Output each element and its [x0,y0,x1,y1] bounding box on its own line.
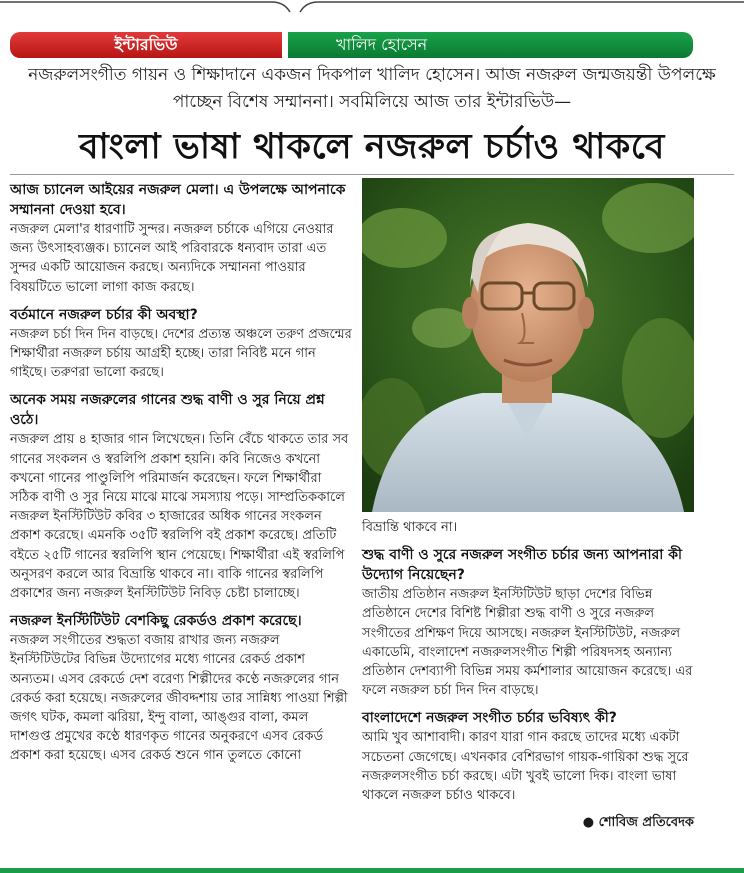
answer: নজরুল চর্চা দিন দিন বাড়ছে। দেশের প্রত্যন্ত অঞ্চলে তরুণ প্রজন্মের শিক্ষার্থীরা নজরুল চর্চায় আগ্রহী হচ্ছে। তারা নিবিষ্ট মনে গান গাইছে। তরুণরা ভালো করছে। [10,326,352,381]
answer: আমি খুব আশাবাদী। কারণ যারা গান করছে তাদের মধ্যে একটা সচেতনা জেগেছে। এখনকার বেশিরভাগ গায়ক-গায়িকা শুদ্ধ সুরে নজরুলসংগীত চর্চা করছে। এটা খুবই ভালো দিক। বাংলা ভাষা থাকলে নজরুল চর্চাও থাকবে। [362,730,689,804]
question: আজ চ্যানেল আইয়ের নজরুল মেলা। এ উপলক্ষে আপনাকে সম্মাননা দেওয়া হবে। [10,182,346,218]
section-label: ইন্টারভিউ [10,32,282,58]
headline-divider [10,174,734,175]
portrait-image [362,178,694,512]
portrait-photo [362,178,694,512]
top-frame-decoration [0,0,744,14]
right-column [362,518,694,832]
left-column [10,180,352,774]
question: বাংলাদেশে নজরুল সংগীত চর্চার ভবিষ্যৎ কী? [362,710,617,727]
author-name: খালিদ হোসেন [288,32,693,58]
headline: বাংলা ভাষা থাকলে নজরুল চর্চাও থাকবে [79,127,665,167]
continued-text: বিভ্রান্তি থাকবে না। [362,520,458,535]
answer: নজরুল প্রায় ৪ হাজার গান লিখেছেন। তিনি বেঁচে থাকতে তার সব গানের সংকলন ও স্বরলিপি প্রকাশ হয়নি। কবি নিজেও কখনো কখনো গানের পাণ্ডুলিপি পরিমার্জন করেছেন। ফলে শিক্ষার্থীরা সঠিক বাণী ও সুর নিয়ে মাঝে মাঝে সমস্যায় পড়ে। সাম্প্রতিককালে নজরুল ইনস্টিটিউট কবির ৩ হাজারের অধিক গানের সংকলন প্রকাশ করেছে। এমনকি ৩৫টি স্বরলিপি বই প্রকাশ করেছে। প্রতিটি বইতে ২৫টি গানের স্বরলিপি স্থান পেয়েছে। শিক্ষার্থীরা এই স্বরলিপি অনুসরণ করলে আর বিভ্রান্তি থাকবে না। বাকি গানের স্বরলিপি প্রকাশের জন্য নজরুল ইনস্টিটিউট নিবিড় চেষ্টা চালাচ্ছে। [10,432,349,602]
section-header-bar [10,32,693,58]
answer: নজরুল মেলা'র ধারণাটি সুন্দর। নজরুল চর্চাকে এগিয়ে নেওয়ার জন্য উৎসাহব্যঞ্জক। চ্যানেল আই পরিবারকে ধন্যবাদ তারা এত সুন্দর একটি আয়োজন করছে। অন্যদিকে সম্মাননা পাওয়ার বিষয়টিতে ভালো লাগা কাজ করছে। [10,222,334,295]
answer: জাতীয় প্রতিষ্ঠান নজরুল ইনস্টিটিউট ছাড়া দেশের বিভিন্ন প্রতিষ্ঠানে দেশের বিশিষ্ট শিল্পীরা শুদ্ধ বাণী ও সুরে নজরুল সংগীতের প্রশিক্ষণ দিয়ে আসছে। নজরুল ইনস্টিটিউট, নজরুল একাডেমি, বাংলাদেশ নজরুলসংগীত শিল্পী পরিষদসহ অন্যান্য প্রতিষ্ঠান দেশব্যাপী বিভিন্ন সময় কর্মশালার আয়োজন করেছে। এর ফলে নজরুল চর্চা দিন দিন বাড়ছে। [362,587,693,699]
bottom-accent-bar [0,868,744,873]
question: বর্তমানে নজরুল চর্চার কী অবস্থা? [10,306,198,323]
question: অনেক সময় নজরুলের গানের শুদ্ধ বাণী ও সুর নিয়ে প্রশ্ন ওঠে। [10,392,325,429]
intro-text: নজরুলসংগীত গায়ন ও শিক্ষাদানে একজন দিকপাল খালিদ হোসেন। আজ নজরুল জন্মজয়ন্তী উপলক্ষে পাচ্ছেন বিশেষ সম্মাননা। সবমিলিয়ে আজ তার ইন্টারভিউ— [28,65,716,112]
question: শুদ্ধ বাণী ও সুরে নজরুল সংগীত চর্চার জন্য আপনারা কী উদ্যোগ নিয়েছেন? [362,547,683,584]
byline: ● শোবিজ প্রতিবেদক [582,815,694,831]
answer: নজরুল সংগীতের শুদ্ধতা বজায় রাখার জন্য নজরুল ইনস্টিটিউটের বিভিন্ন উদ্যোগের মধ্যে গানের রেকর্ড প্রকাশ অন্যতম। এসব রেকর্ডে দেশ বরেণ্য শিল্পীদের কণ্ঠে নজরুলের গান রেকর্ড করা হয়েছে। নজরুলের জীবদ্দশায় তার সান্নিধ্য পাওয়া শিল্পী জগৎ ঘটক, কমলা ঝরিয়া, ইন্দু বালা, আঙ্গুর বালা, কমল দাশগুপ্ত প্রমুখের কণ্ঠে ধারণকৃত গানের অনুকরণে এসব রেকর্ড প্রকাশ করা হয়েছে। এসব রেকর্ড শুনে গান তুলতে কোনো [10,633,348,764]
question: নজরুল ইনস্টিটিউট বেশকিছু রেকর্ডও প্রকাশ করেছে। [10,613,302,630]
